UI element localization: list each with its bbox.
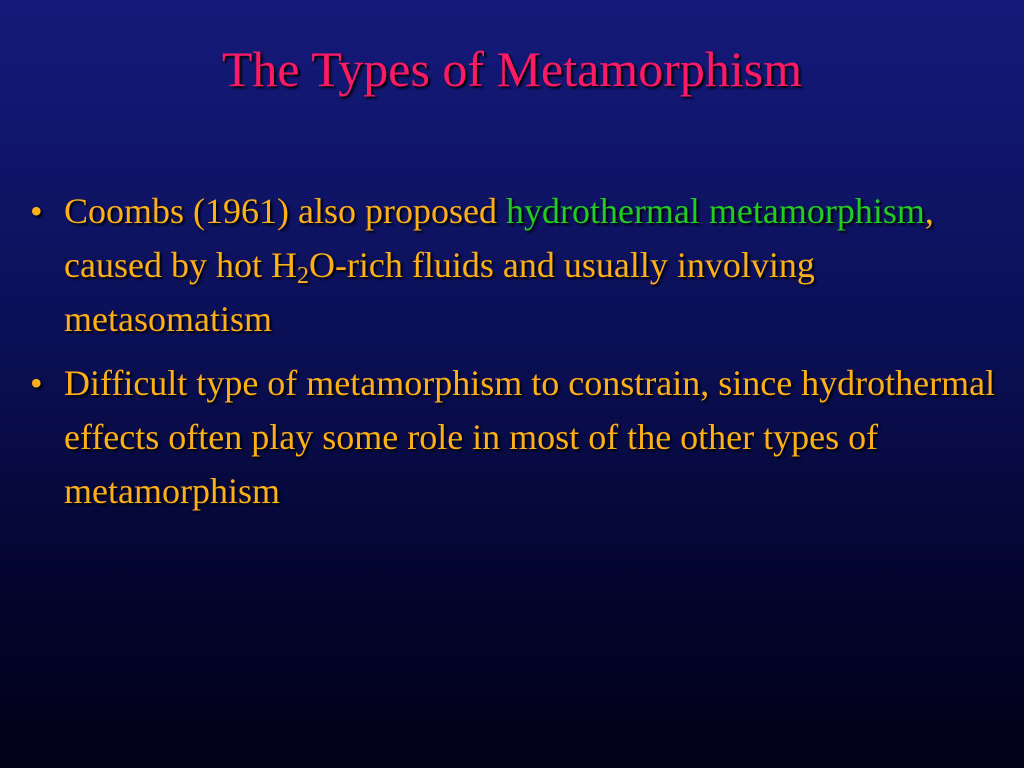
bullet-text-segment: O-rich fluids and usually involving metasomatism — [64, 245, 815, 339]
subscript: 2 — [296, 263, 309, 289]
highlighted-term: hydrothermal metamorphism — [505, 191, 925, 231]
bullet-icon: • — [30, 191, 43, 231]
bullet-list — [30, 184, 1000, 528]
bullet-item-difficult — [30, 356, 1000, 518]
bullet-icon: • — [30, 363, 43, 403]
slide-title: The Types of Metamorphism — [221, 41, 803, 97]
bullet-item-hydrothermal — [30, 184, 1000, 346]
bullet-text: Difficult type of metamorphism to constrain, since hydrothermal effects often play some role in most of the other types of metamorphism — [64, 363, 996, 511]
bullet-text-segment: , caused by hot H — [64, 191, 934, 285]
bullet-text-segment: Coombs (1961) also proposed — [64, 191, 506, 231]
